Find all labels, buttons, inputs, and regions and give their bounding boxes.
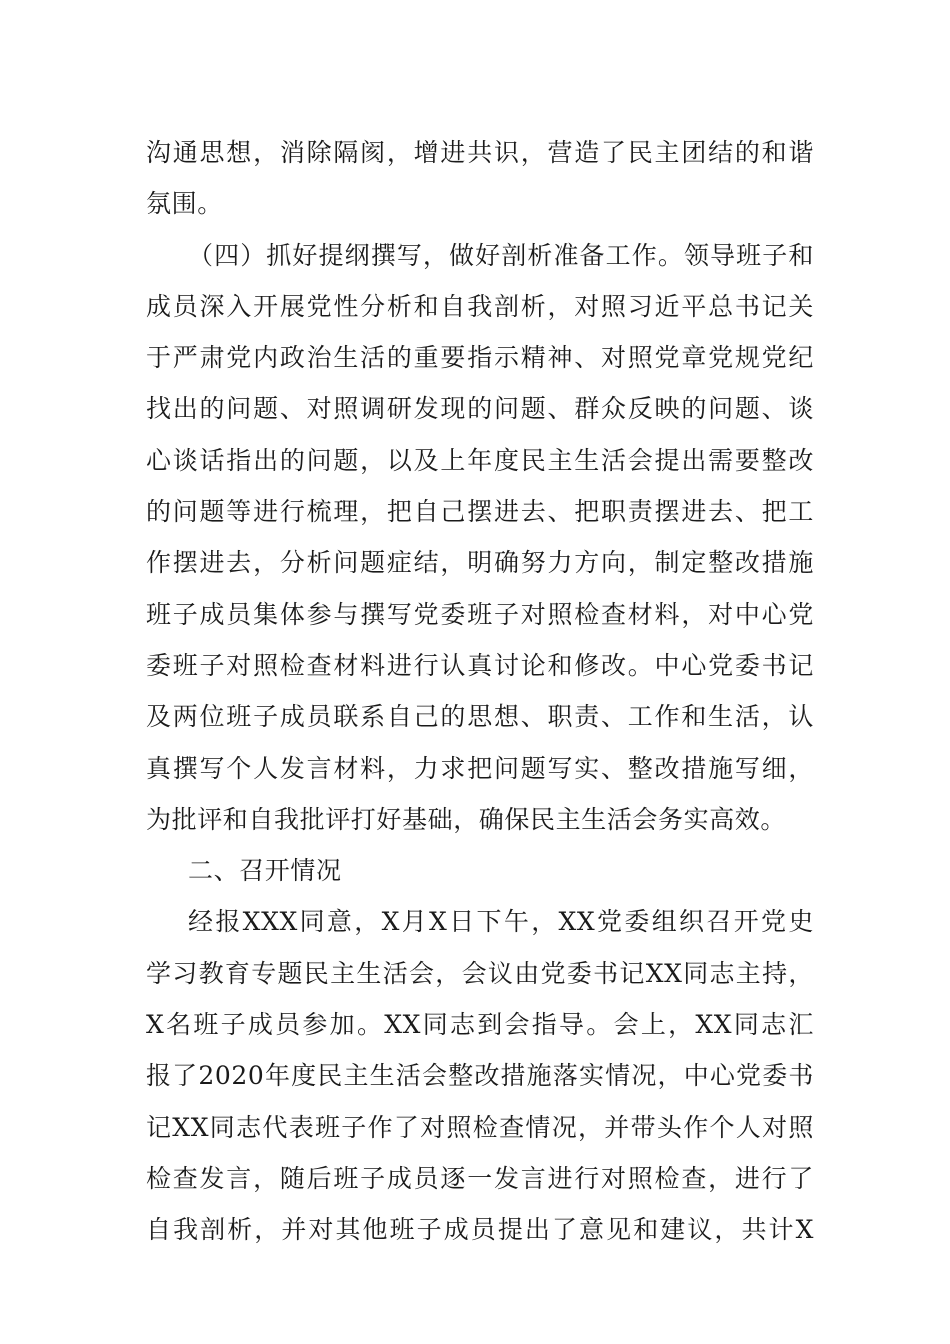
paragraph-line: 报了2020年度民主生活会整改措施落实情况，中心党委书 xyxy=(146,1061,814,1091)
paragraph-line: 学习教育专题民主生活会，会议由党委书记XX同志主持， xyxy=(146,958,814,988)
paragraph-line: 沟通思想，消除隔阂，增进共识，营造了民主团结的和谐 xyxy=(146,138,814,167)
paragraph-line: 于严肃党内政治生活的重要指示精神、对照党章党规党纪 xyxy=(146,343,814,373)
section-heading: 二、召开情况 xyxy=(188,856,342,886)
paragraph-line: 委班子对照检查材料进行认真讨论和修改。中心党委书记 xyxy=(146,650,814,680)
paragraph-line: 班子成员集体参与撰写党委班子对照检查材料，对中心党 xyxy=(146,599,814,629)
paragraph-line: 找出的问题、对照调研发现的问题、群众反映的问题、谈 xyxy=(146,394,814,424)
paragraph-line: 真撰写个人发言材料，力求把问题写实、整改措施写细， xyxy=(146,753,814,783)
paragraph-line: 的问题等进行梳理，把自己摆进去、把职责摆进去、把工 xyxy=(146,497,814,527)
paragraph-line: 及两位班子成员联系自己的思想、职责、工作和生活，认 xyxy=(146,702,814,732)
paragraph-line: 心谈话指出的问题，以及上年度民主生活会提出需要整改 xyxy=(146,445,814,475)
paragraph-line: 检查发言，随后班子成员逐一发言进行对照检查，进行了 xyxy=(146,1163,814,1193)
paragraph-line: 作摆进去，分析问题症结，明确努力方向，制定整改措施 xyxy=(146,548,814,578)
paragraph-line: 氛围。 xyxy=(146,189,223,219)
paragraph-line: 为批评和自我批评打好基础，确保民主生活会务实高效。 xyxy=(146,804,787,834)
paragraph-line: X名班子成员参加。XX同志到会指导。会上，XX同志汇 xyxy=(146,1010,814,1040)
paragraph-line: 自我剖析，并对其他班子成员提出了意见和建议，共计X xyxy=(146,1215,814,1245)
paragraph-line: 经报XXX同意，X月X日下午，XX党委组织召开党史 xyxy=(188,907,814,937)
section-heading-line: （四）抓好提纲撰写，做好剖析准备工作。领导班子和 xyxy=(188,240,814,270)
paragraph-line: 记XX同志代表班子作了对照检查情况，并带头作个人对照 xyxy=(146,1112,814,1142)
paragraph-line: 成员深入开展党性分析和自我剖析，对照习近平总书记关 xyxy=(146,291,814,321)
document-page xyxy=(146,127,814,1256)
